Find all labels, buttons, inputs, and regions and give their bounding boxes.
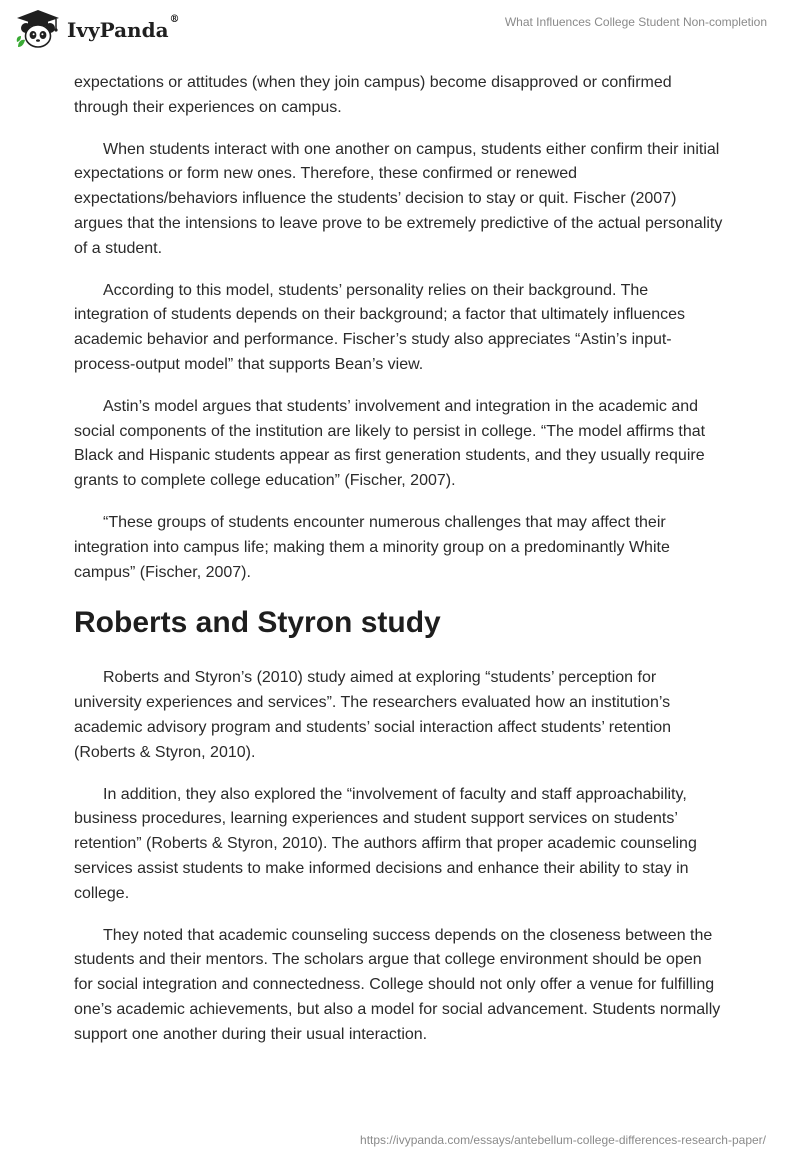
section-heading: Roberts and Styron study — [74, 606, 441, 640]
paragraph: Roberts and Styron’s (2010) study aimed at exploring “students’ perception for university experiences and services”. The researchers evaluated how an institution’s academic advisory program and students’ social interaction affect students’ retention (Roberts & Styron, 2010). — [74, 669, 672, 761]
panda-graduation-cap-icon — [14, 9, 62, 49]
document-title: What Influences College Student Non-completion — [504, 15, 767, 29]
source-url[interactable]: https://ivypanda.com/essays/antebellum-college-differences-research-paper/ — [360, 1133, 766, 1147]
paragraph: In addition, they also explored the “involvement of faculty and staff approachability, business procedures, learning experiences and student support services on students’ retention” (Roberts & Styron, 2010). The authors affirm that proper academic counseling services assist students to make informed decisions and enhance their ability to stay in college. — [74, 785, 697, 902]
page-header — [0, 0, 800, 70]
paragraph: Astin’s model argues that students’ involvement and integration in the academic and social components of the institution are likely to persist in college. “The model affirms that Black and Hispanic students appear as first generation students, and they usually require grants to complete college education” (Fischer, 2007). — [74, 397, 706, 490]
paragraph: “These groups of students encounter numerous challenges that may affect their integration into campus life; making them a minority group on a predominantly White campus” (Fischer, 2007). — [74, 513, 670, 581]
registered-mark: ® — [169, 14, 180, 25]
paragraph: According to this model, students’ personality relies on their background. The integration of students depends on their background; a factor that ultimately influences academic behavior and performance. Fischer’s study also appreciates “Astin’s input-process-output model” that supports Bean’s view. — [74, 281, 686, 373]
article-body — [74, 71, 724, 1065]
paragraph: They noted that academic counseling success depends on the closeness between the students and their mentors. The scholars argue that college environment should be open for social integration and connectedness. College should not only offer a venue for fulfilling one’s academic achievements, but also a model for social advancement. Students normally support one another during their usual interaction. — [74, 926, 721, 1043]
paragraph: When students interact with one another on campus, students either confirm their initial expectations or form new ones. Therefore, these confirmed or renewed expectations/behaviors influence the students’ decision to stay or quit. Fischer (2007) argues that the intensions to leave prove to be extremely predictive of the actual personality of a student. — [74, 140, 723, 257]
ivypanda-logo[interactable] — [14, 9, 180, 49]
paragraph: expectations or attitudes (when they join campus) become disapproved or confirmed through their experiences on campus. — [74, 74, 672, 116]
brand-name: IvyPanda® — [67, 14, 180, 42]
